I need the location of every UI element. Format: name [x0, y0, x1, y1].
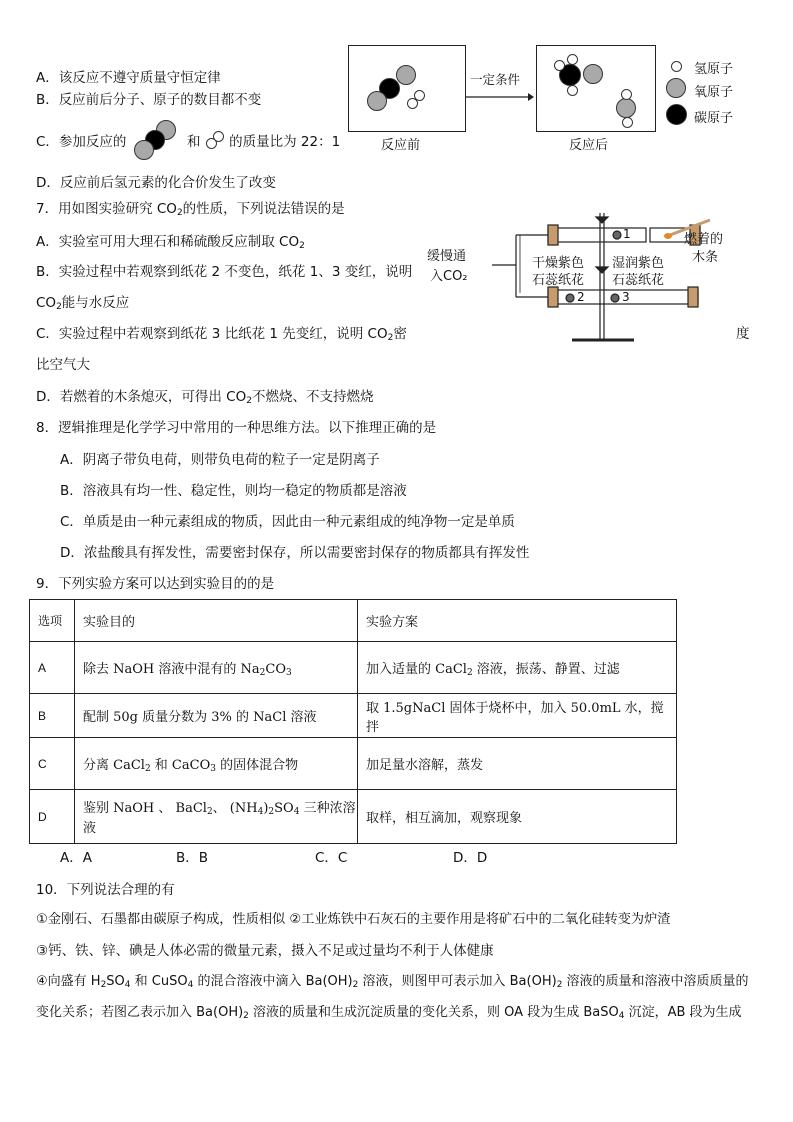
legend-hydrogen: 氢原子 [694, 62, 734, 77]
dry-paper-label-1: 干燥紫色 [532, 256, 585, 271]
flower-number-3: 3 [622, 290, 630, 304]
table-row: C 分离 CaCl$_2$ 和 CaCO$_3$ 的固体混合物 加足量水溶解，蒸发 [30, 738, 677, 790]
q10-statement-1-2: ①金刚石、石墨都由碳原子构成，性质相似 ②工业炼铁中石灰石的主要作用是将矿石中的二氧化硅转变为炉渣 [36, 912, 671, 927]
q10-statement-4: ④向盛有 $H_2SO_4$ 和 CuSO$_4$ 的混合溶液中滴入 $Ba(OH)_2$ 溶液，则图甲可表示加入 $Ba(OH)_2$ 溶液的质量和溶液中溶质质量的 [36, 974, 749, 990]
q10-stem: 10．下列说法合理的有 [36, 882, 175, 898]
q9-table [29, 599, 677, 844]
q6-option-d: D．反应前后氢元素的化合价发生了改变 [36, 175, 276, 191]
wet-paper-label-2: 石蕊纸花 [612, 273, 665, 288]
stick-label-1: 燃着的 [684, 232, 724, 247]
q9-answer-c: C．C [315, 850, 348, 866]
q8-option-c: C．单质是由一种元素组成的物质，因此由一种元素组成的纯净物一定是单质 [60, 514, 515, 530]
table-row: A 除去 NaOH 溶液中混有的 $Na_2CO_3$ 加入适量的 CaCl$_2$ 溶液，振荡、静置、过滤 [30, 642, 677, 694]
q7-option-b: B．实验过程中若观察到纸花 2 不变色，纸花 1、3 变红，说明 [36, 264, 413, 280]
q8-option-d: D．浓盐酸具有挥发性，需要密封保存，所以需要密封保存的物质都具有挥发性 [60, 545, 530, 561]
q8-stem: 8．逻辑推理是化学学习中常用的一种思维方法。以下推理正确的是 [36, 420, 437, 436]
q9-answer-b: B．B [176, 850, 209, 866]
q6-option-b: B．反应前后分子、原子的数目都不变 [36, 92, 262, 108]
q7-option-c-tail: 度 [736, 326, 750, 342]
inlet-label-2: 入CO₂ [430, 269, 468, 284]
h2-molecule-icon [205, 135, 225, 149]
q8-option-a: A．阴离子带负电荷，则带负电荷的粒子一定是阴离子 [60, 452, 380, 468]
flower-number-2: 2 [577, 290, 585, 304]
q7-option-c: C．实验过程中若观察到纸花 3 比纸花 1 先变红，说明 $CO_2$密 [36, 326, 407, 343]
co2-apparatus-diagram [420, 205, 760, 345]
after-reaction-box [536, 45, 656, 132]
table-row: B 配制 50g 质量分数为 3% 的 NaCl 溶液 取 1.5gNaCl 固体于烧杯中，加入 50.0mL 水，搅拌 [30, 694, 677, 738]
q7-option-a: A．实验室可用大理石和稀硫酸反应制取 $CO_2$ [36, 234, 305, 251]
q9-answer-a: A．A [60, 850, 92, 866]
hydrogen-atom-icon [671, 61, 682, 72]
q7-option-c-cont: 比空气大 [36, 357, 90, 373]
table-row: D 鉴别 NaOH 、 BaCl$_2$、 $(NH_4)_2SO_4$ 三种浓溶液 取样，相互滴加，观察现象 [30, 790, 677, 844]
header-goal: 实验目的 [75, 600, 358, 642]
wet-paper-label-1: 湿润紫色 [612, 256, 665, 271]
q6-option-c-mid: 和 [187, 134, 201, 150]
oxygen-atom-icon [666, 78, 686, 98]
carbon-atom-icon [666, 104, 687, 125]
q9-answer-d: D．D [453, 850, 488, 866]
q6-option-a: A．该反应不遵守质量守恒定律 [36, 70, 221, 86]
before-reaction-box [348, 45, 466, 132]
q7-stem: 7．用如图实验研究 $CO_2$的性质，下列说法错误的是 [36, 201, 345, 218]
q7-option-b-cont: $CO_2$能与水反应 [36, 295, 130, 312]
q10-statement-4-cont: 变化关系；若图乙表示加入 $Ba(OH)_2$ 溶液的质量和生成沉淀质量的变化关系，则 OA 段为生成 BaSO$_4$ 沉淀，AB 段为生成 [36, 1005, 742, 1021]
q10-statement-3: ③钙、铁、锌、碘是人体必需的微量元素，摄入不足或过量均不利于人体健康 [36, 943, 494, 959]
q6-option-c [36, 132, 340, 152]
q6-option-c-pre: C．参加反应的 [36, 134, 127, 150]
condition-label: 一定条件 [470, 72, 521, 87]
dry-paper-label-2: 石蕊纸花 [532, 273, 585, 288]
after-label: 反应后 [569, 138, 609, 153]
header-option: 选项 [30, 600, 75, 642]
reaction-arrow [466, 90, 534, 100]
legend-carbon: 碳原子 [694, 111, 734, 126]
q8-option-b: B．溶液具有均一性、稳定性，则均一稳定的物质都是溶液 [60, 483, 407, 499]
table-header-row [30, 600, 677, 642]
co2-molecule-icon [131, 132, 177, 152]
inlet-label-1: 缓慢通 [427, 249, 467, 264]
q9-stem: 9．下列实验方案可以达到实验目的的是 [36, 576, 275, 592]
flower-number-1: 1 [623, 227, 631, 241]
legend-oxygen: 氧原子 [694, 85, 734, 100]
stick-label-2: 木条 [692, 250, 719, 265]
before-label: 反应前 [381, 138, 421, 153]
q6-option-c-post: 的质量比为 22：1 [229, 134, 341, 150]
header-plan: 实验方案 [358, 600, 677, 642]
q7-option-d: D．若燃着的木条熄灭，可得出 $CO_2$不燃烧、不支持燃烧 [36, 389, 374, 406]
